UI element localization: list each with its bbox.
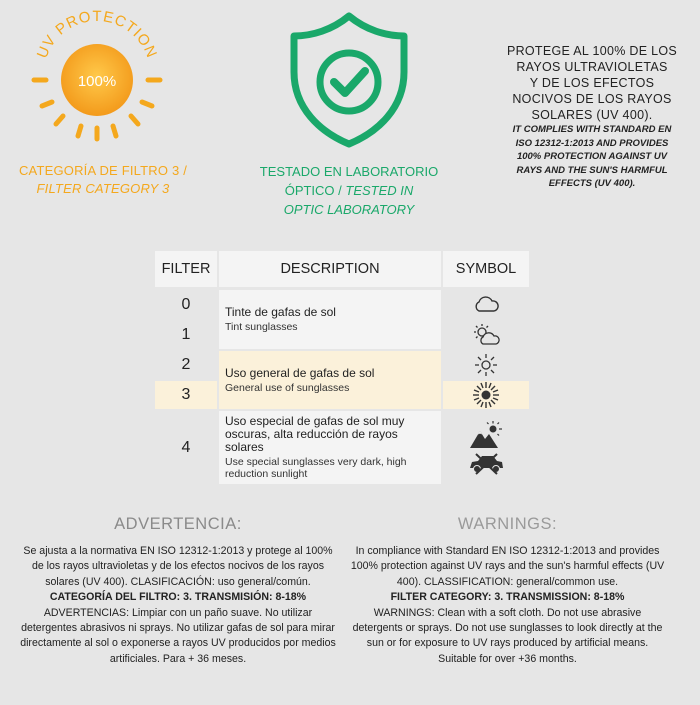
uv-protection-sun-icon: [22, 8, 172, 148]
warning-es-p2: CATEGORÍA DEL FILTRO: 3. TRANSMISIÓN: 8-18%: [49, 591, 307, 604]
protect-es-line: PROTEGE AL 100% DE LOS: [506, 44, 678, 58]
bright-sun-icon: [443, 381, 529, 409]
uv-arc-text: UV PROTECTION: [33, 8, 161, 61]
lab-caption-en-2: OPTIC LABORATORY: [283, 202, 415, 217]
description-en: Tint sunglasses: [225, 321, 298, 333]
sun-icon: [443, 351, 529, 379]
uv-value: 100%: [77, 73, 117, 90]
description-tint: [219, 290, 441, 349]
description-es: Tinte de gafas de sol: [225, 305, 336, 319]
mountain-sun-icon: [468, 421, 504, 449]
warning-en-block: [350, 515, 665, 667]
protect-en-line: EFFECTS (UV 400).: [548, 178, 636, 189]
description-es: Uso especial de gafas de sol muy oscuras, alta reducción de rayos solares: [225, 414, 405, 454]
protect-en-line: IT COMPLIES WITH STANDARD EN: [512, 124, 672, 135]
filter-number: 2: [155, 351, 217, 379]
warning-en-p2: FILTER CATEGORY: 3. TRANSMISSION: 8-18%: [390, 591, 625, 604]
protection-statement: [492, 43, 692, 191]
description-general: [219, 351, 441, 409]
filter-number: 3: [155, 381, 217, 409]
filter-number: 0: [155, 290, 217, 319]
header-filter: FILTER: [155, 251, 217, 287]
protect-en-line: RAYS AND THE SUN'S HARMFUL: [516, 164, 668, 176]
sun-cloud-icon: [443, 321, 529, 349]
warning-es-title: ADVERTENCIA:: [114, 515, 242, 533]
special-symbols: [443, 411, 529, 484]
protect-en-line: ISO 12312-1:2013 AND PROVIDES: [515, 137, 669, 149]
lab-caption-es: ÓPTICO /: [284, 183, 342, 198]
protect-es-line: NOCIVOS DE LOS RAYOS: [512, 92, 672, 106]
protection-en: [492, 123, 692, 191]
shield-check-icon: [286, 10, 412, 150]
description-en: Use special sunglasses very dark, high reduction sunlight: [225, 456, 407, 480]
protect-es-line: RAYOS ULTRAVIOLETAS: [516, 60, 668, 74]
cloud-icon: [443, 290, 529, 319]
warning-es-block: [18, 515, 338, 667]
description-en: General use of sunglasses: [225, 381, 350, 394]
protect-en-line: 100% PROTECTION AGAINST UV: [516, 151, 668, 162]
lab-caption-line1: TESTADO EN LABORATORIO: [259, 164, 439, 179]
warning-en-p3: WARNINGS: Clean with a soft cloth. Do not use abrasive detergents or sprays. Do not use sunglasses to look directly at the sun or for exposure to UV rays produced by artificial means. Suitable for over +36 months.: [352, 606, 663, 665]
filter-number: 4: [155, 411, 217, 484]
caption-en: FILTER CATEGORY 3: [36, 181, 170, 196]
header-description: DESCRIPTION: [219, 251, 441, 287]
lab-tested-caption: [240, 162, 458, 219]
description-es: Uso general de gafas de sol: [225, 365, 375, 380]
warning-en-title: WARNINGS:: [457, 515, 558, 533]
warning-es-p1: Se ajusta a la normativa EN ISO 12312-1:2013 y protege al 100% de los rayos ultravioletas y de los efectos nocivos de los rayos solares (UV 400). CLASIFICACIÓN: uso general/común.: [23, 545, 333, 588]
description-special: [219, 411, 441, 484]
warning-en-p1: In compliance with Standard EN ISO 12312-1:2013 and provides 100% protection against UV rays and the sun's harmful effects (UV 400). CLASSIFICATION: general/common use.: [350, 545, 665, 588]
protection-es: [492, 43, 692, 123]
filter-category-caption: [8, 162, 198, 198]
filter-number: 1: [155, 321, 217, 349]
protect-es-line: Y DE LOS EFECTOS: [529, 76, 655, 90]
lab-caption-en-1: TESTED IN: [345, 183, 414, 198]
header-symbol: SYMBOL: [443, 251, 529, 287]
caption-es: CATEGORÍA DE FILTRO 3 /: [18, 163, 188, 178]
no-driving-icon: [467, 453, 505, 475]
protect-es-line: SOLARES (UV 400).: [531, 108, 653, 122]
warning-es-p3: ADVERTENCIAS: Limpiar con un paño suave. No utilizar detergentes abrasivos ni sprays. No utilizar gafas de sol para mirar directamente al sol o exponerse a rayos UV producidos por medios artificiales. Para + 36 meses.: [20, 606, 336, 665]
